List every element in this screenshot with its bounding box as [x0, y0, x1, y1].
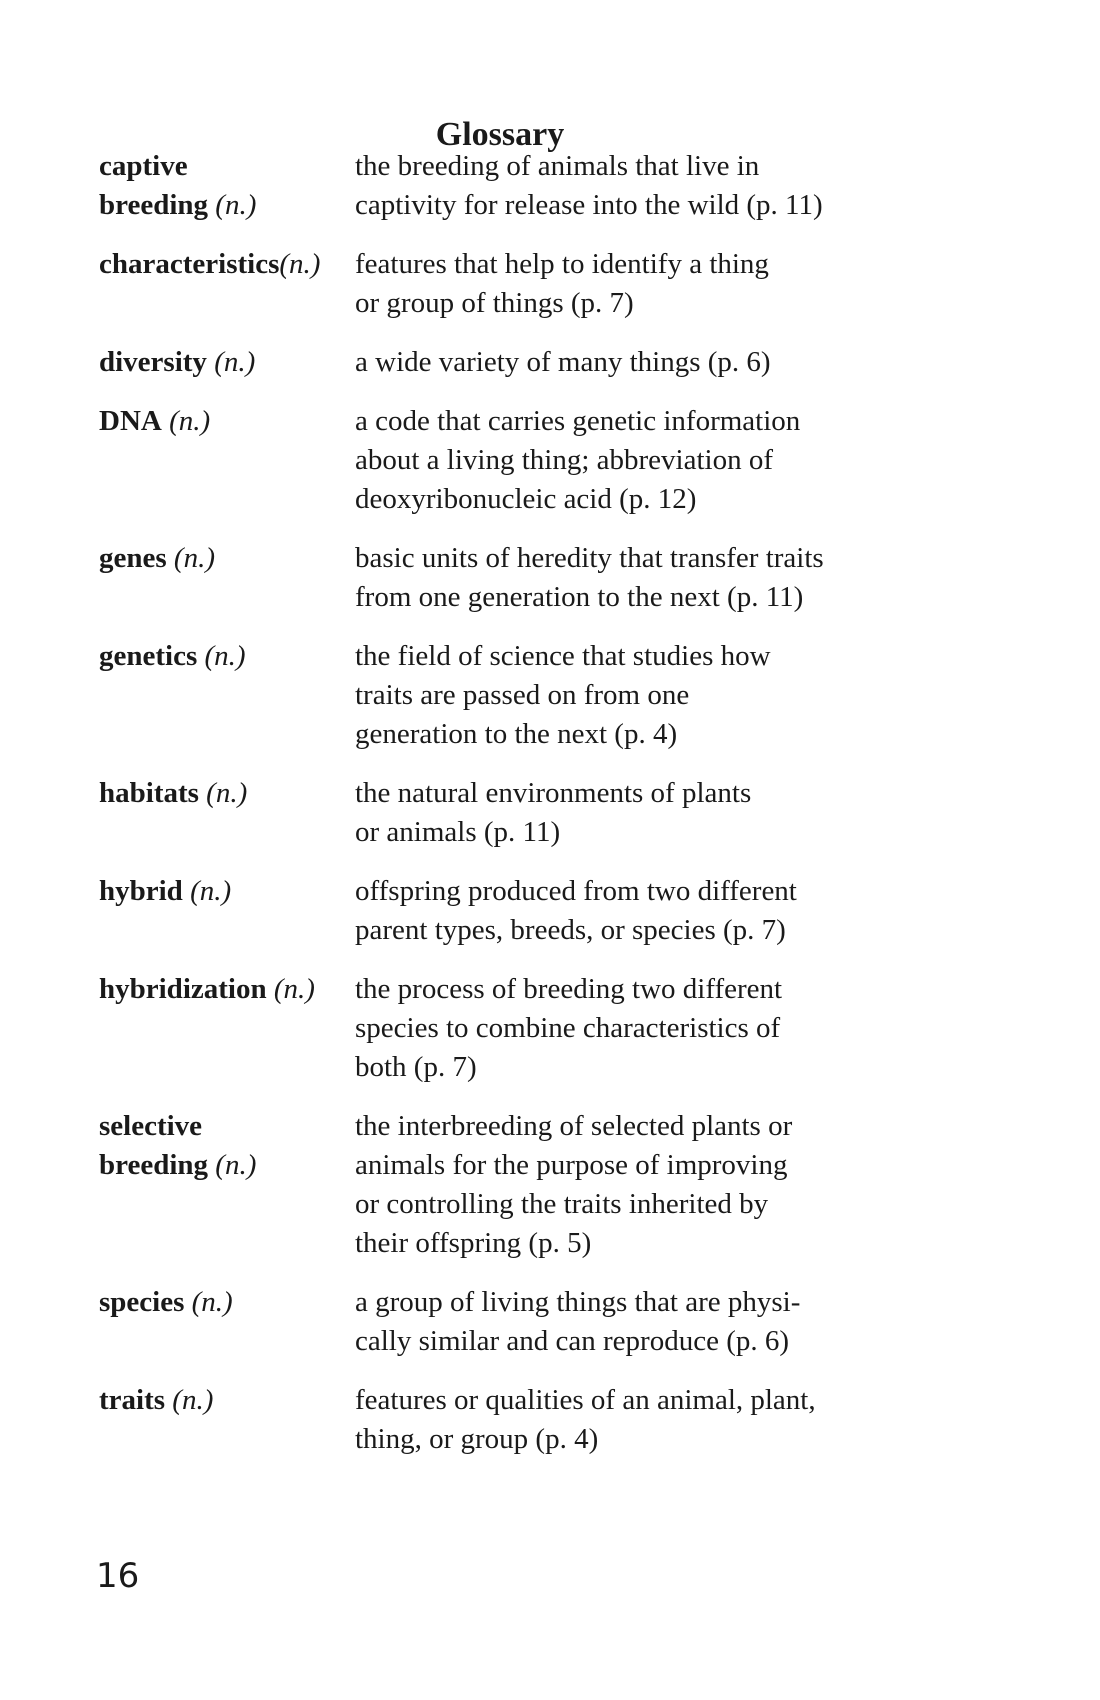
entry-term-cell [99, 343, 355, 382]
glossary-entry [99, 343, 999, 382]
entry-definition: the field of science that studies how traits are passed on from one generation to the next (p. 4) [355, 640, 771, 750]
entry-term: captive breeding [99, 150, 209, 221]
entry-term-cell [99, 402, 355, 519]
entry-definition: a code that carries genetic information about a living thing; abbreviation of deoxyribonucleic acid (p. 12) [355, 405, 801, 515]
entry-term-cell [99, 245, 355, 323]
entry-term: DNA [99, 405, 162, 437]
entry-term-cell [99, 970, 355, 1087]
entry-term-cell [99, 539, 355, 617]
glossary-entry [99, 539, 999, 617]
entry-term: genes [99, 542, 167, 574]
page-number: 16 [96, 1556, 140, 1596]
entry-term: characteristics [99, 248, 280, 280]
entry-term: species [99, 1286, 185, 1318]
glossary-entry [99, 402, 999, 519]
entry-part-of-speech: (n.) [190, 875, 232, 907]
entry-part-of-speech: (n.) [204, 640, 246, 672]
glossary-entry [99, 147, 999, 225]
entry-term-cell [99, 872, 355, 950]
page-title: Glossary [435, 115, 565, 153]
glossary-entry [99, 1381, 999, 1459]
entry-part-of-speech: (n.) [214, 346, 256, 378]
entry-part-of-speech: (n.) [215, 189, 257, 221]
entry-part-of-speech: (n.) [273, 973, 315, 1005]
entry-definition: the process of breeding two different species to combine characteristics of both (p. 7) [355, 973, 783, 1083]
entry-part-of-speech: (n.) [172, 1384, 214, 1416]
entry-term: habitats [99, 777, 199, 809]
entry-definition: offspring produced from two different parent types, breeds, or species (p. 7) [355, 875, 797, 946]
glossary-entry [99, 774, 999, 852]
entry-term-cell [99, 1107, 355, 1263]
entry-term: hybridization [99, 973, 267, 1005]
entry-term: traits [99, 1384, 166, 1416]
entry-term-cell [99, 1381, 355, 1459]
glossary-list [99, 147, 999, 1479]
glossary-entry [99, 1107, 999, 1263]
entry-definition: the interbreeding of selected plants or animals for the purpose of improving or controlling the traits inherited by their offspring (p. 5) [355, 1110, 793, 1259]
glossary-entry [99, 1283, 999, 1361]
entry-term: hybrid [99, 875, 183, 907]
glossary-entry [99, 970, 999, 1087]
glossary-entry [99, 637, 999, 754]
entry-definition: a group of living things that are physi- cally similar and can reproduce (p. 6) [355, 1286, 801, 1357]
glossary-entry [99, 872, 999, 950]
entry-term-cell [99, 774, 355, 852]
entry-part-of-speech: (n.) [173, 542, 215, 574]
entry-part-of-speech: (n.) [215, 1149, 257, 1181]
entry-definition: features that help to identify a thing or group of things (p. 7) [355, 248, 769, 319]
entry-definition: basic units of heredity that transfer traits from one generation to the next (p. 11) [355, 542, 824, 613]
entry-part-of-speech: (n.) [191, 1286, 233, 1318]
entry-definition: the natural environments of plants or animals (p. 11) [355, 777, 752, 848]
entry-term-cell [99, 147, 355, 225]
entry-part-of-speech: (n.) [279, 248, 321, 280]
entry-definition: a wide variety of many things (p. 6) [355, 346, 771, 378]
entry-part-of-speech: (n.) [206, 777, 248, 809]
entry-definition: features or qualities of an animal, plant, thing, or group (p. 4) [355, 1384, 816, 1455]
entry-term: diversity [99, 346, 207, 378]
glossary-entry [99, 245, 999, 323]
entry-part-of-speech: (n.) [169, 405, 211, 437]
entry-term-cell [99, 637, 355, 754]
entry-term: selective breeding [99, 1110, 209, 1181]
entry-term: genetics [99, 640, 198, 672]
entry-term-cell [99, 1283, 355, 1361]
entry-definition: the breeding of animals that live in captivity for release into the wild (p. 11) [355, 150, 823, 221]
